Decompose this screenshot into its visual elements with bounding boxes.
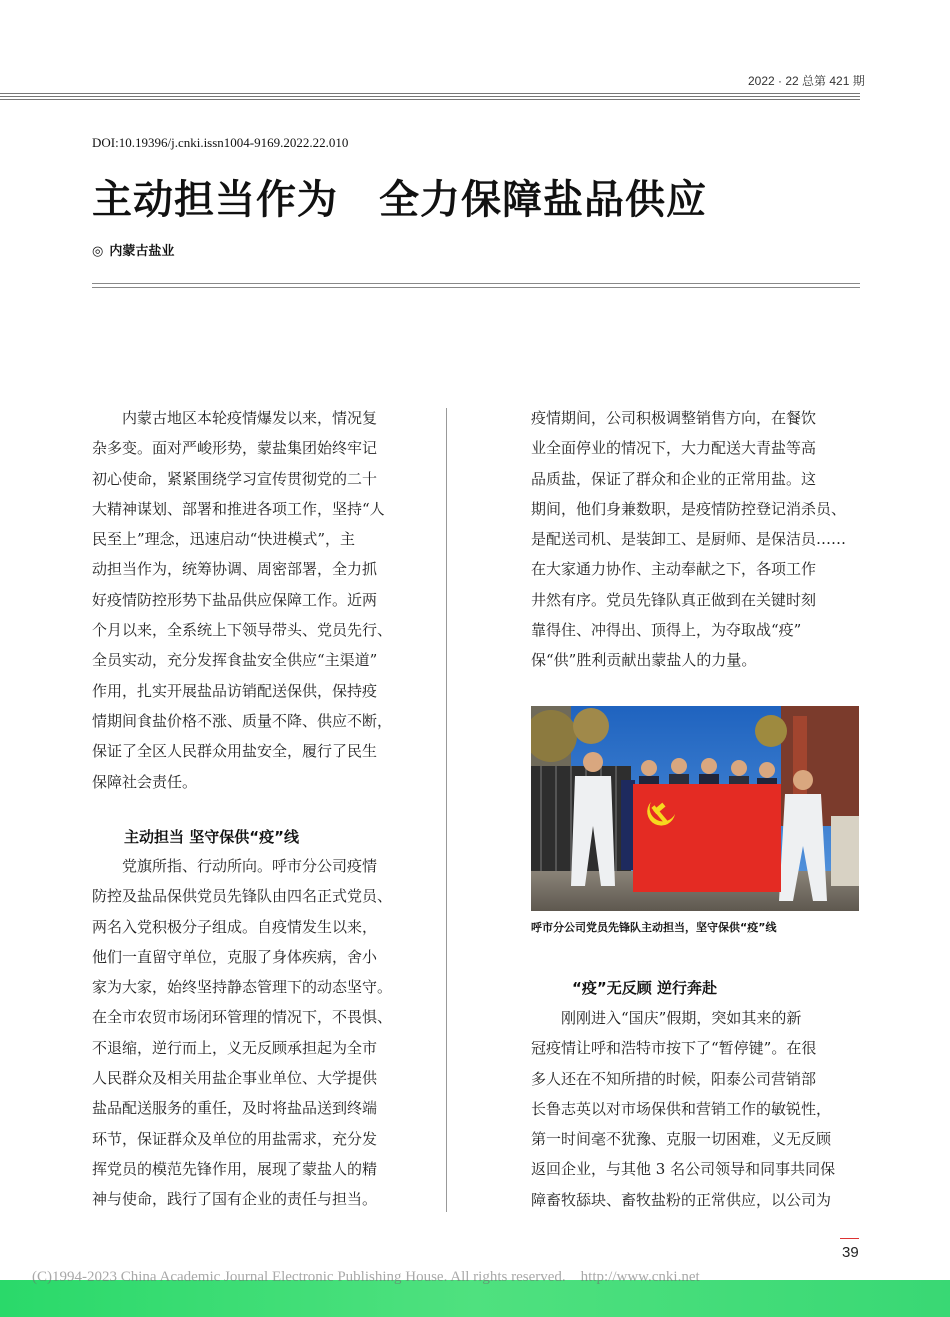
body-line: 他们一直留守单位，克服了身体疾病，舍小 [92,947,378,966]
body-line: 初心使命，紧紧围绕学习宣传贯彻党的二十 [92,469,378,488]
body-line: 大精神谋划、部署和推进各项工作，坚持“人 [92,499,385,518]
body-line: 杂多变。面对严峻形势，蒙盐集团始终牢记 [92,439,378,458]
body-line: 好疫情防控形势下盐品供应保障工作。近两 [92,590,378,609]
body-line: 在全市农贸市场闭环管理的情况下，不畏惧、 [92,1008,393,1027]
body-line: 保“供”胜利贡献出蒙盐人的力量。 [531,651,757,670]
body-line: 靠得住、冲得出、顶得上，为夺取战“疫” [531,621,802,640]
body-line: 家为大家，始终坚持静态管理下的动态坚守。 [92,978,393,997]
right-continuation [531,403,859,676]
body-line: 是配送司机、是装卸工、是厨师、是保洁员…… [531,530,847,549]
left-section1 [92,851,418,1215]
body-line: 保证了全区人民群众用盐安全，履行了民生 [92,742,378,761]
photo-caption: 呼市分公司党员先锋队主动担当，坚守保供“疫”线 [531,921,777,934]
body-line: 神与使命，践行了国有企业的责任与担当。 [92,1190,378,1209]
body-line: 疫情期间，公司积极调整销售方向，在餐饮 [531,409,817,427]
body-line: 在大家通力协作、主动奉献之下，各项工作 [531,560,817,579]
party-flag [633,784,781,892]
body-line: 防控及盐品保供党员先锋队由四名正式党员、 [92,887,393,906]
author-mark: ◎ [92,244,104,259]
tree-right [755,715,787,747]
body-line: 刚刚进入“国庆”假期，突如其来的新 [561,1009,802,1027]
body-line: 品质盐，保证了群众和企业的正常用盐。这 [531,469,817,488]
header-rule [0,96,860,97]
body-line: 期间，他们身兼数职，是疫情防控登记消杀员、 [531,499,847,518]
body-line: 不退缩，逆行而上，义无反顾承担起为全市 [92,1038,378,1057]
body-line: 个月以来，全系统上下领导带头、党员先行、 [92,621,393,640]
body-line: 人民群众及相关用盐企事业单位、大学提供 [92,1069,378,1088]
author-name: 内蒙古盐业 [109,244,175,259]
body-line: 长鲁志英以对市场保供和营销工作的敏锐性， [531,1099,832,1118]
body-line: 保障社会责任。 [92,772,198,791]
body-line: 障畜牧舔块、畜牧盐粉的正常供应，以公司为 [531,1190,832,1209]
tree-left-2 [573,708,609,744]
body-line: 盐品配送服务的重任，及时将盐品送到终端 [92,1099,378,1118]
body-line: 冠疫情让呼和浩特市按下了“暂停键”。在很 [531,1039,817,1058]
header-rule [0,99,860,100]
section-heading-1: 主动担当 坚守保供“疫”线 [124,828,299,846]
body-line: 作用，扎实开展盐品访销配送保供，保持疫 [92,681,378,700]
sofa [831,816,859,886]
body-line: 两名入党积极分子组成。自疫情发生以来， [92,917,378,936]
team-photo-illustration [531,706,859,911]
body-line: 返回企业，与其他 3 名公司领导和同事共同保 [531,1160,836,1179]
body-line: 业全面停业的情况下，大力配送大青盐等高 [531,439,817,458]
body-line: 全员实动，充分发挥食盐安全供应“主渠道” [92,651,378,670]
section-heading-2: “疫”无反顾 逆行奔赴 [572,979,717,997]
body-line: 动担当作为，统筹协调、周密部署，全力抓 [92,560,378,579]
left-intro [92,403,418,797]
doi: DOI:10.19396/j.cnki.issn1004-9169.2022.22.010 [92,135,349,150]
body-line: 挥党员的模范先锋作用，展现了蒙盐人的精 [92,1159,378,1178]
body-line: 井然有序。党员先锋队真正做到在关键时刻 [531,590,817,609]
column-divider [446,408,447,1212]
body-line: 情期间食盐价格不涨、质量不降、供应不断， [92,711,393,730]
body-line: 第一时间毫不犹豫、克服一切困难，义无反顾 [531,1130,832,1149]
title-rule [92,283,860,284]
page-number-mark [840,1238,859,1239]
copyright-watermark: (C)1994-2023 China Academic Journal Electronic Publishing House. All rights reserved. http://www.cnki.net [32,1269,700,1285]
page-number: 39 [842,1244,859,1261]
article-title: 主动担当作为 全力保障盐品供应 [92,177,707,223]
body-line: 环节，保证群众及单位的用盐需求，充分发 [92,1129,378,1148]
body-line: 党旗所指、行动所向。呼市分公司疫情 [122,857,378,875]
issue-number: 2022 · 22 总第 421 期 [748,74,865,88]
right-section2 [531,1003,859,1215]
body-line: 多人还在不知所措的时候，阳泰公司营销部 [531,1069,817,1088]
header-rule [0,93,860,94]
author-line [92,240,174,259]
title-rule [92,287,860,288]
body-line: 内蒙古地区本轮疫情爆发以来，情况复 [122,409,378,427]
body-line: 民至上”理念，迅速启动“快进模式”，主 [92,530,356,549]
team-photo [531,706,859,911]
